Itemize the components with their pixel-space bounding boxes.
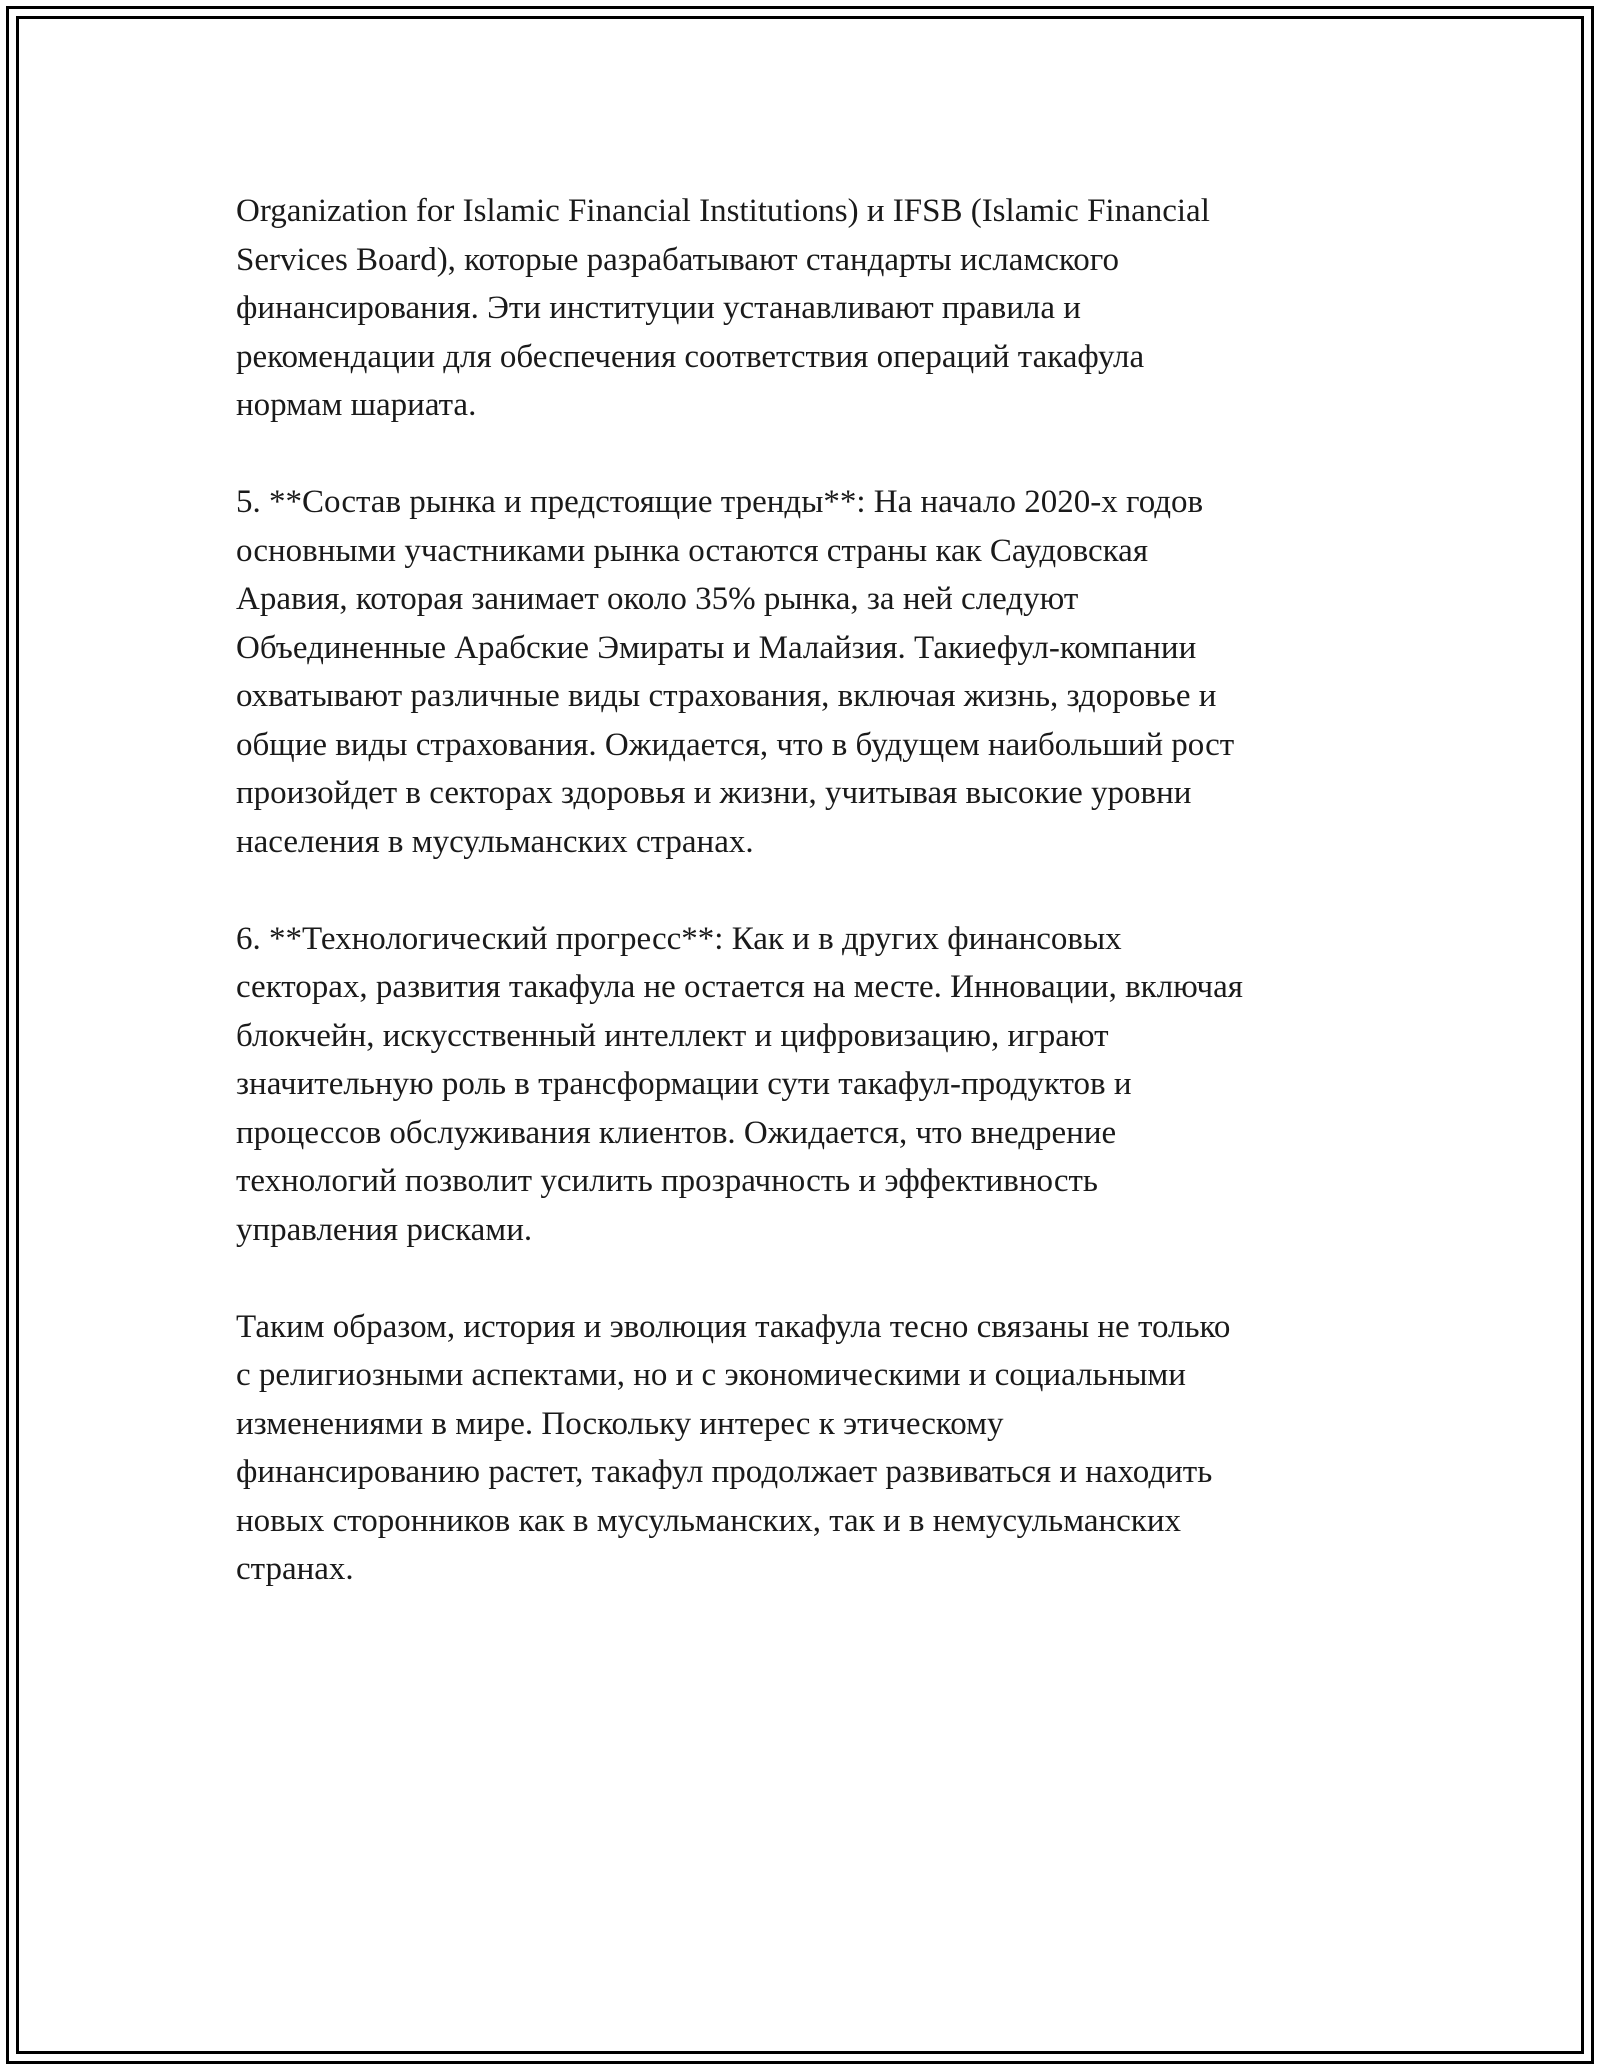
paragraph-technology: 6. **Технологический прогресс**: Как и в других финансовых секторах, развития такафула не остается на месте. Инновации, включая блокчейн, искусственный интеллект и цифровизацию, играют значительную роль в трансформации сути такафул-продуктов и процессов обслуживания клиентов. Ожидается, что внедрение технологий позволит усилить прозрачность и эффективность управления рисками. xyxy=(236,920,1243,1248)
paragraph-organizations: Organization for Islamic Financial Institutions) и IFSB (Islamic Financial Services Board), которые разрабатывают стандарты исламского финансирования. Эти институции устанавливают правила и рекомендации для обеспечения соответствия операций такафула нормам шариата. xyxy=(236,193,1210,423)
paragraph-conclusion: Таким образом, история и эволюция такафула тесно связаны не только с религиозными аспектами, но и с экономическими и социальными изменениями в мире. Поскольку интерес к этическому финансированию растет, такафул продолжает развиваться и находить новых сторонников как в мусульманских, так и в немусульманских странах. xyxy=(236,1308,1231,1587)
document-body xyxy=(236,187,1366,1642)
paragraph-market-trends: 5. **Состав рынка и предстоящие тренды**: На начало 2020-х годов основными участниками рынка остаются страны как Саудовская Аравия, которая занимает около 35% рынка, за ней следуют Объединенные Арабские Эмираты и Малайзия. Такиефул-компании охватывают различные виды страхования, включая жизнь, здоровье и общие виды страхования. Ожидается, что в будущем наибольший рост произойдет в секторах здоровья и жизни, учитывая высокие уровни населения в мусульманских странах. xyxy=(236,484,1235,860)
